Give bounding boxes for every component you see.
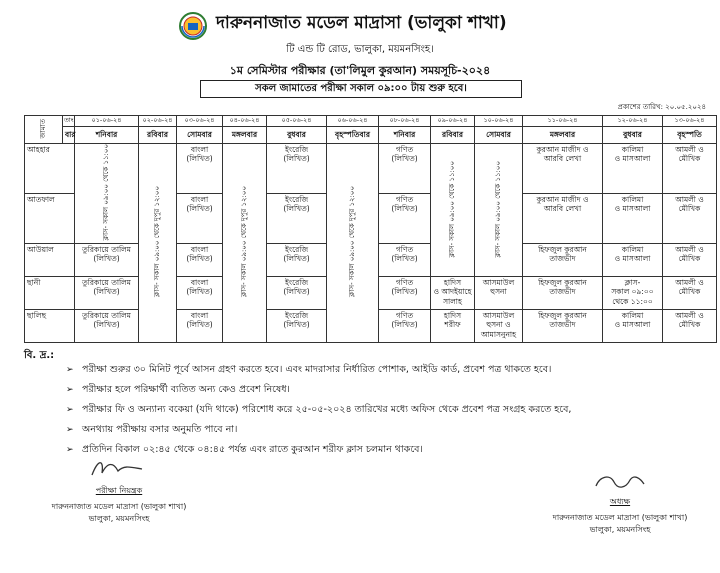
exam-cell: হাদিস ও আদইয়াহে সালাহ — [431, 276, 475, 309]
principal-signature-block — [530, 470, 710, 536]
date-cell: ০৬-০৬-২৪ — [327, 116, 379, 127]
day-cell: বুধবার — [267, 127, 327, 144]
date-cell: ০২-০৬-২৪ — [139, 116, 177, 127]
exam-cell: আমলী ও মৌখিক — [663, 309, 717, 342]
class-name: ছালিছ — [25, 309, 75, 342]
notes-label: বি. দ্র.: — [24, 350, 55, 361]
exam-cell: তুরিকায়ে তালিম (লিখিত) — [75, 276, 139, 309]
signature-role: পরীক্ষা নিয়ন্ত্রক — [95, 486, 143, 495]
signature-icon — [590, 470, 650, 494]
corner-day: বার — [63, 127, 75, 144]
exam-cell: বাংলা (লিখিত) — [177, 193, 223, 243]
class-name: আউয়াল — [25, 243, 75, 276]
date-cell: ১১-০৬-২৪ — [523, 116, 603, 127]
corner-date: তাং — [63, 116, 75, 127]
arrow-bullet-icon: ➢ — [66, 405, 74, 415]
exam-cell: কুরআন মাজীদ ও আরবি লেখা — [523, 193, 603, 243]
day-cell: রবিবার — [431, 127, 475, 144]
date-cell: ০৪-০৬-২৪ — [223, 116, 267, 127]
exam-schedule-table — [24, 115, 717, 343]
exam-cell: বাংলা (লিখিত) — [177, 276, 223, 309]
exam-cell: হিফজুল কুরআন তাজভীদ — [523, 309, 603, 342]
list-item: ➢ অনথ্যায় পরীক্ষায় বসার অনুমতি পাবে না। — [66, 420, 706, 440]
exam-cell: আমলী ও মৌখিক — [663, 243, 717, 276]
exam-cell: কালিমা ও মাসআলা — [603, 144, 663, 194]
table-row — [25, 144, 717, 194]
date-cell: ০৮-০৬-২৪ — [379, 116, 431, 127]
start-time-notice: সকল জামাতের পরীক্ষা সকাল ০৯:০০ টায় শুরু হবে। — [200, 80, 522, 98]
date-cell: ০৯-০৬-২৪ — [431, 116, 475, 127]
exam-cell: আসমাউল হুসনা ও আমাসনুনাহ — [475, 309, 523, 342]
class-break-cell: ক্লাস- সকাল ০৯:০০ থেকে দুপুর ১২:০০ — [327, 144, 379, 343]
day-cell: শনিবার — [379, 127, 431, 144]
publish-date: প্রকাশের তারিখ: ২০.০৫.২০২৪ — [617, 103, 706, 111]
exam-cell: গণিত (লিখিত) — [379, 144, 431, 194]
date-cell: ১৩-০৬-২৪ — [663, 116, 717, 127]
exam-cell: আসমাউল হুসনা — [475, 276, 523, 309]
class-name: ছানী — [25, 276, 75, 309]
class-name: আহহার — [25, 144, 75, 194]
exam-cell: কালিমা ও মাসআলা — [603, 193, 663, 243]
signature-icon — [84, 455, 154, 483]
exam-cell: হিফজুল কুরআন তাজভীদ — [523, 243, 603, 276]
exam-cell: ইংরেজি (লিখিত) — [267, 193, 327, 243]
exam-cell: গণিত (লিখিত) — [379, 276, 431, 309]
class-break-cell: ক্লাস- সকাল ০৯:০০ থেকে ১১:০০ — [75, 144, 139, 244]
class-break-cell: ক্লাস- সকাল ০৯:০০ থেকে ১১:০০ — [475, 144, 523, 277]
exam-cell: ক্লাস- সকাল ০৯:০০ থেকে ১১:০০ — [603, 276, 663, 309]
address-line: টি এন্ড টি রোড, ভালুকা, ময়মনসিংহ। — [286, 44, 434, 55]
day-cell: সোমবার — [177, 127, 223, 144]
class-break-cell: ক্লাস- সকাল ০৯:০০ থেকে দুপুর ১২:০০ — [139, 144, 177, 343]
exam-cell: কুরআন মাজীদ ও আরবি লেখা — [523, 144, 603, 194]
day-cell: মঙ্গলবার — [223, 127, 267, 144]
date-cell: ১০-০৬-২৪ — [475, 116, 523, 127]
signature-org: দারুননাজাত মডেল মাদ্রাসা (ভালুকা শাখা) — [552, 513, 688, 522]
day-cell: শনিবার — [75, 127, 139, 144]
exam-cell: ইংরেজি (লিখিত) — [267, 309, 327, 342]
signature-place: ভালুকা, ময়মনসিংহ — [88, 514, 150, 523]
signature-role: অধ্যক্ষ — [609, 497, 631, 506]
date-cell: ১২-০৬-২৪ — [603, 116, 663, 127]
list-item: ➢ পরীক্ষার হলে পরিক্ষার্থী ব্যতিত অন্য কেও প্রবেশ নিষেধ। — [66, 380, 706, 400]
madrasa-logo — [178, 11, 208, 41]
day-cell: সোমবার — [475, 127, 523, 144]
day-cell: বৃহস্পতিবার — [327, 127, 379, 144]
day-cell: বুধবার — [603, 127, 663, 144]
date-cell: ০৩-০৬-২৪ — [177, 116, 223, 127]
exam-cell: হাদিস শরীফ — [431, 309, 475, 342]
exam-cell: ইংরেজি (লিখিত) — [267, 243, 327, 276]
arrow-bullet-icon: ➢ — [66, 425, 74, 435]
list-item: ➢ পরীক্ষার ফি ও অন্যান্য বকেয়া (যদি থাকে) পরিশোধ করে ২৫-০৫-২০২৪ তারিখের মধ্যে অফিস থেকে প্রবেশ পত্র সংগ্রহ করতে হবে, — [66, 400, 706, 420]
exam-cell: বাংলা (লিখিত) — [177, 144, 223, 194]
page-title: দারুননাজাত মডেল মাদ্রাসা (ভালুকা শাখা) — [216, 13, 507, 33]
signature-org: দারুননাজাত মডেল মাদ্রাসা (ভালুকা শাখা) — [51, 502, 187, 511]
exam-subtitle: ১ম সেমিস্টার পরীক্ষার (তা'লিমুল কুরআন) সময়সূচি-২০২৪ — [229, 64, 491, 77]
exam-cell: তুরিকায়ে তালিম (লিখিত) — [75, 243, 139, 276]
controller-signature-block — [24, 455, 214, 525]
day-cell: মঙ্গলবার — [523, 127, 603, 144]
exam-cell: আমলী ও মৌখিক — [663, 144, 717, 194]
day-cell: রবিবার — [139, 127, 177, 144]
exam-cell: গণিত (লিখিত) — [379, 309, 431, 342]
exam-cell: আমলী ও মৌখিক — [663, 193, 717, 243]
exam-cell: ইংরেজি (লিখিত) — [267, 276, 327, 309]
date-row — [25, 116, 717, 127]
exam-cell: গণিত (লিখিত) — [379, 243, 431, 276]
weekday-row — [25, 127, 717, 144]
exam-cell: গণিত (লিখিত) — [379, 193, 431, 243]
arrow-bullet-icon: ➢ — [66, 445, 74, 455]
class-name: আতফাল — [25, 193, 75, 243]
notes-list — [66, 360, 706, 460]
exam-cell: ইংরেজি (লিখিত) — [267, 144, 327, 194]
exam-cell: আমলী ও মৌখিক — [663, 276, 717, 309]
exam-cell: বাংলা (লিখিত) — [177, 243, 223, 276]
date-cell: ০৫-০৬-২৪ — [267, 116, 327, 127]
exam-cell: কালিমা ও মাসআলা — [603, 243, 663, 276]
class-break-cell: ক্লাস- সকাল ০৯:০০ থেকে দুপুর ১২:০০ — [223, 144, 267, 343]
arrow-bullet-icon: ➢ — [66, 385, 74, 395]
corner-class: জামাত — [25, 116, 63, 144]
signature-place: ভালুকা, ময়মনসিংহ — [589, 525, 651, 534]
exam-cell: কালিমা ও মাসআলা — [603, 309, 663, 342]
exam-cell: তুরিকায়ে তালিম (লিখিত) — [75, 309, 139, 342]
list-item: ➢ প্রতিদিন বিকাল ০২:৪৫ থেকে ০৪:৪৫ পর্যন্ত এবং রাতে কুরআন শরীফ ক্লাস চলমান থাকবে। — [66, 440, 706, 460]
exam-cell: বাংলা (লিখিত) — [177, 309, 223, 342]
class-break-cell: ক্লাস- সকাল ০৯:০০ থেকে ১১:০০ — [431, 144, 475, 277]
date-cell: ০১-০৬-২৪ — [75, 116, 139, 127]
day-cell: বৃহস্পতি — [663, 127, 717, 144]
exam-cell: হিফজুল কুরআন তাজভীদ — [523, 276, 603, 309]
arrow-bullet-icon: ➢ — [66, 365, 74, 375]
list-item: ➢ পরীক্ষা শুরুর ৩০ মিনিট পূর্বে আসন গ্রহণ করতে হবে। এবং মাদরাসার নির্ধারিত পোশাক, আইডি কার্ড, প্রবেশ পত্র থাকতে হবে। — [66, 360, 706, 380]
